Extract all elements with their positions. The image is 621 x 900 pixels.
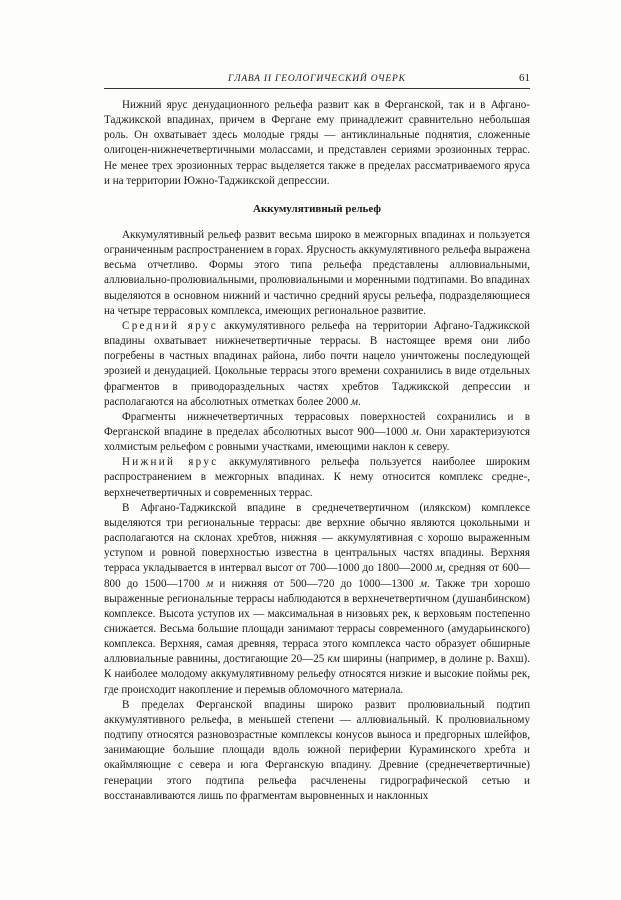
text: и нижняя от 500—720 до 1000—1300 xyxy=(213,577,420,590)
paragraph-fergana-fragments xyxy=(104,410,530,455)
paragraph-middle-tier xyxy=(104,319,530,410)
text: . Они характеризуются холмистым рельефом с ровными участками, имеющими наклон к северу. xyxy=(104,425,530,454)
term-lower-tier: Нижний ярус xyxy=(122,456,219,469)
paragraph-afghan-tajik-terraces xyxy=(104,501,530,698)
running-header xyxy=(104,72,530,89)
paragraph-accumulative-intro: Аккумулятивный рельеф развит весьма широко в межгорных впадинах и пользуется ограниченным распространением в горах. Ярусность аккумулятивного рельефа выражена весьма отчетливо. Формы этого типа рельефа представлены аллювиальными, аллювиально-пролювиальными, пролювиальными и моренными подтипами. Во впадинах выделяются в основном нижний и частично средний ярусы рельефа, подразделяющиеся на четыре террасовых комплекса, имеющих региональное развитие. xyxy=(104,228,530,317)
text: , средняя от 600—800 до 1500—1700 xyxy=(104,562,530,590)
section-heading: Аккумулятивный рельеф xyxy=(253,202,381,215)
chapter-title: ГЛАВА II ГЕОЛОГИЧЕСКИЙ ОЧЕРК xyxy=(228,74,406,84)
term-middle-tier: Средний ярус xyxy=(122,319,218,332)
text: В Афгано-Таджикской впадине в среднечетвертичном (илякском) комплексе выделяются три региональные террасы: две верхние обычно являются цокольными и располагаются на склонах хребтов, нижняя — аккумулятивная с хорошо выраженным уступом и ровной поверхностью известна в центральных частях впадины. Верхняя терраса укладывается в интервал высот от 700—1000 до 1800—2000 xyxy=(104,501,530,575)
text: аккумулятивного рельефа на территории Афгано-Таджикской впадины охватывает нижнечетвертичные террасы. В настоящее время они либо погребены в частных впадинах района, либо почти нацело уничтожены последующей эрозией и денудацией. Цокольные террасы этого времени сохранились в виде отдельных фрагментов в приводораздельных частях хребтов Таджикской депрессии и располагаются на абсолютных отметках более 2000 xyxy=(104,319,530,408)
page-number: 61 xyxy=(519,72,530,84)
text: Фрагменты нижнечетвертичных террасовых поверхностей сохранились и в Ферганской впадине в пределах абсолютных высот 900—1000 xyxy=(104,410,530,438)
unit: м xyxy=(351,395,359,408)
text: аккумулятивного рельефа пользуется наиболее широким распространением в межгорных впадинах. К нему относится комплекс средне-, верхнечетвертичных и современных террас. xyxy=(104,456,530,499)
unit: м xyxy=(411,425,419,438)
unit: м xyxy=(206,577,214,590)
paragraph-fergana-proluvial: В пределах Ферганской впадины широко развит пролювиальный подтип аккумулятивного рельефа, в меньшей степени — аллювиальный. К пролювиальному подтипу относятся разновозрастные комплексы конусов выноса и предгорных шлейфов, занимающие большие площади вдоль южной периферии Кураминского хребта и окаймляющие с севера и юга Ферганскую впадину. Древние (среднечетвертичные) генерации этого подтипа рельефа расчленены гидрографической сетью и восстанавливаются лишь по фрагментам выровненных и наклонных xyxy=(104,698,530,802)
text: . Также три хорошо выраженные региональные террасы наблюдаются в верхнечетвертичном (душанбинском) комплексе. Высота уступов их — максимальная в низовьях рек, к верховьям постепенно снижается. Весьма большие площади занимают террасы современного (амударьинского) комплекса. Верхняя, самая древняя, терраса этого комплекса часто образует обширные аллювиальные равнины, достигающие 20—25 xyxy=(104,577,531,666)
paragraph-lower-denudation-tier: Нижний ярус денудационного рельефа развит как в Ферганской, так и в Афгано-Таджикской впадинах, причем в Фергане ему принадлежит сравнительно небольшая роль. Он охватывает здесь молодые гряды — антиклинальные поднятия, сложенные олигоцен-нижнечетвертичными молассами, и представлен сериями эрозионных террас. Не менее трех эрозионных террас выделяется также в пределах рассматриваемого яруса и на территории Южно-Таджикской депрессии. xyxy=(104,99,530,187)
text: ширины (например, в долине р. Вахш). К наиболее молодому аккумулятивному рельефу относятся низкие и высокие поймы рек, где происходит накопление и перемыв обломочного материала. xyxy=(104,653,531,696)
unit: м xyxy=(419,577,427,590)
body-text xyxy=(104,98,530,804)
unit: км xyxy=(327,653,340,666)
paragraph-lower-tier xyxy=(104,455,530,500)
text: . xyxy=(358,395,361,408)
unit: м xyxy=(435,562,443,575)
